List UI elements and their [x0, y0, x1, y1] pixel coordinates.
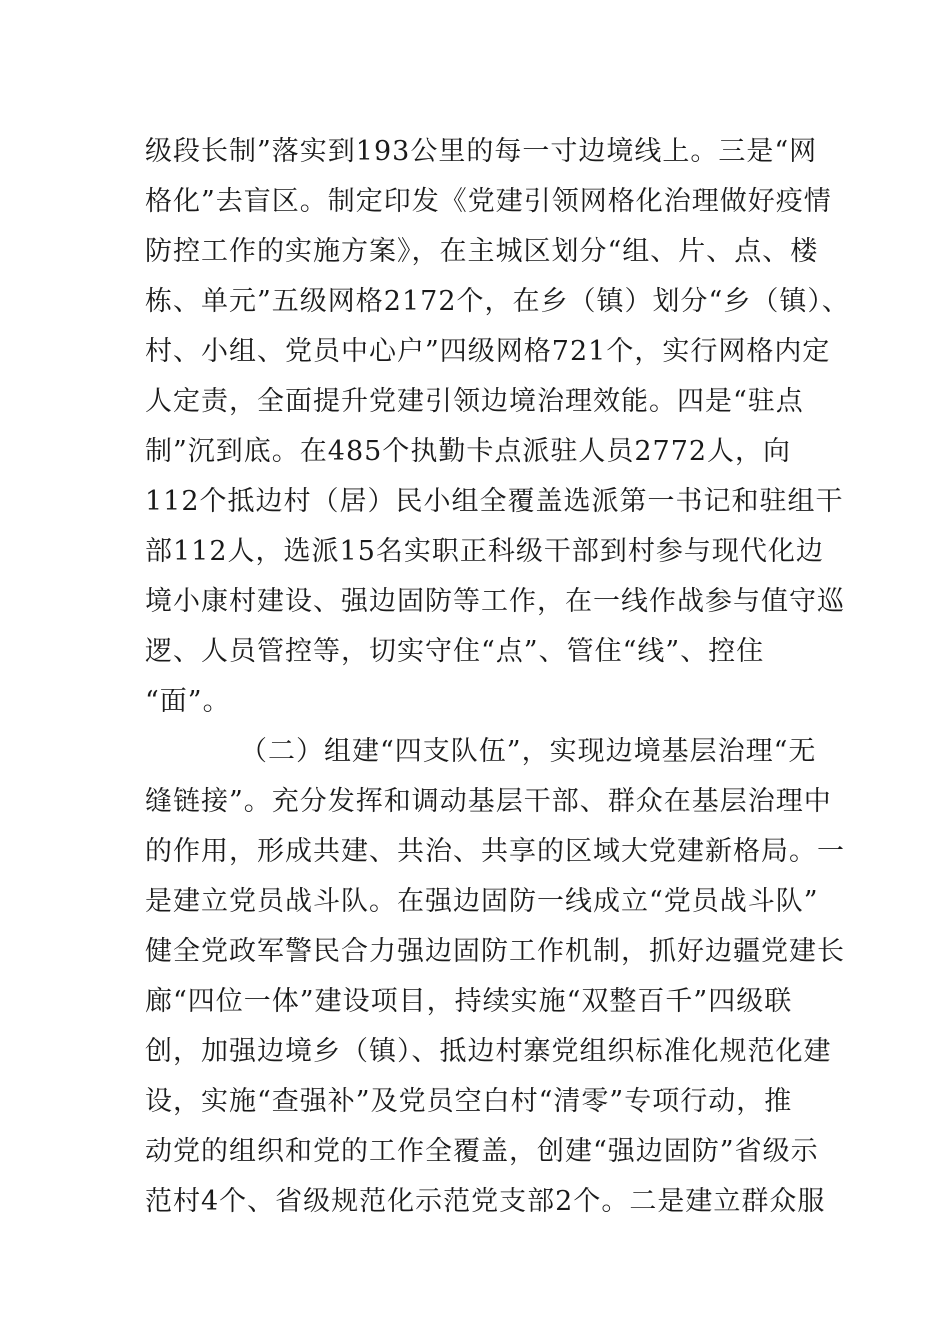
- text-line: 防控工作的实施方案》，在主城区划分“组、片、点、楼: [145, 236, 819, 267]
- text-line: 人定责，全面提升党建引领边境治理效能。四是“驻点: [145, 386, 804, 417]
- text-line: 境小康村建设、强边固防等工作，在一线作战参与值守巡: [145, 586, 845, 617]
- text-line: 格化”去盲区。制定印发《党建引领网格化治理做好疫情: [145, 186, 832, 217]
- text-line: 栋、单元”五级网格2172个，在乡（镇）划分“乡（镇）、: [145, 286, 850, 317]
- text-line: 是建立党员战斗队。在强边固防一线成立“党员战斗队”: [145, 886, 819, 917]
- text-line: 动党的组织和党的工作全覆盖，创建“强边固防”省级示: [145, 1136, 819, 1167]
- text-line: 逻、人员管控等，切实守住“点”、管住“线”、控住: [145, 636, 765, 667]
- section-heading-line: （二）组建“四支队伍”，实现边境基层治理“无: [240, 736, 817, 767]
- text-line: 设，实施“查强补”及党员空白村“清零”专项行动，推: [145, 1086, 793, 1117]
- text-line: 村、小组、党员中心户”四级网格721个，实行网格内定: [145, 336, 831, 367]
- text-line: 创，加强边境乡（镇）、抵边村寨党组织标准化规范化建: [145, 1036, 832, 1067]
- text-line: 健全党政军警民合力强边固防工作机制，抓好边疆党建长: [145, 936, 845, 967]
- text-line: 级段长制”落实到193公里的每一寸边境线上。三是“网: [145, 136, 818, 167]
- text-line: 的作用，形成共建、共治、共享的区域大党建新格局。一: [145, 836, 845, 867]
- text-line: 部112人，选派15名实职正科级干部到村参与现代化边: [145, 536, 824, 567]
- text-line: 112个抵边村（居）民小组全覆盖选派第一书记和驻组干: [145, 486, 844, 517]
- text-line: 缝链接”。充分发挥和调动基层干部、群众在基层治理中: [145, 786, 832, 817]
- text-line: 廊“四位一体”建设项目，持续实施“双整百千”四级联: [145, 986, 793, 1017]
- text-line: 范村4个、省级规范化示范党支部2个。二是建立群众服: [145, 1186, 826, 1217]
- text-line: 制”沉到底。在485个执勤卡点派驻人员2772人，向: [145, 436, 792, 467]
- text-line: “面”。: [145, 686, 231, 717]
